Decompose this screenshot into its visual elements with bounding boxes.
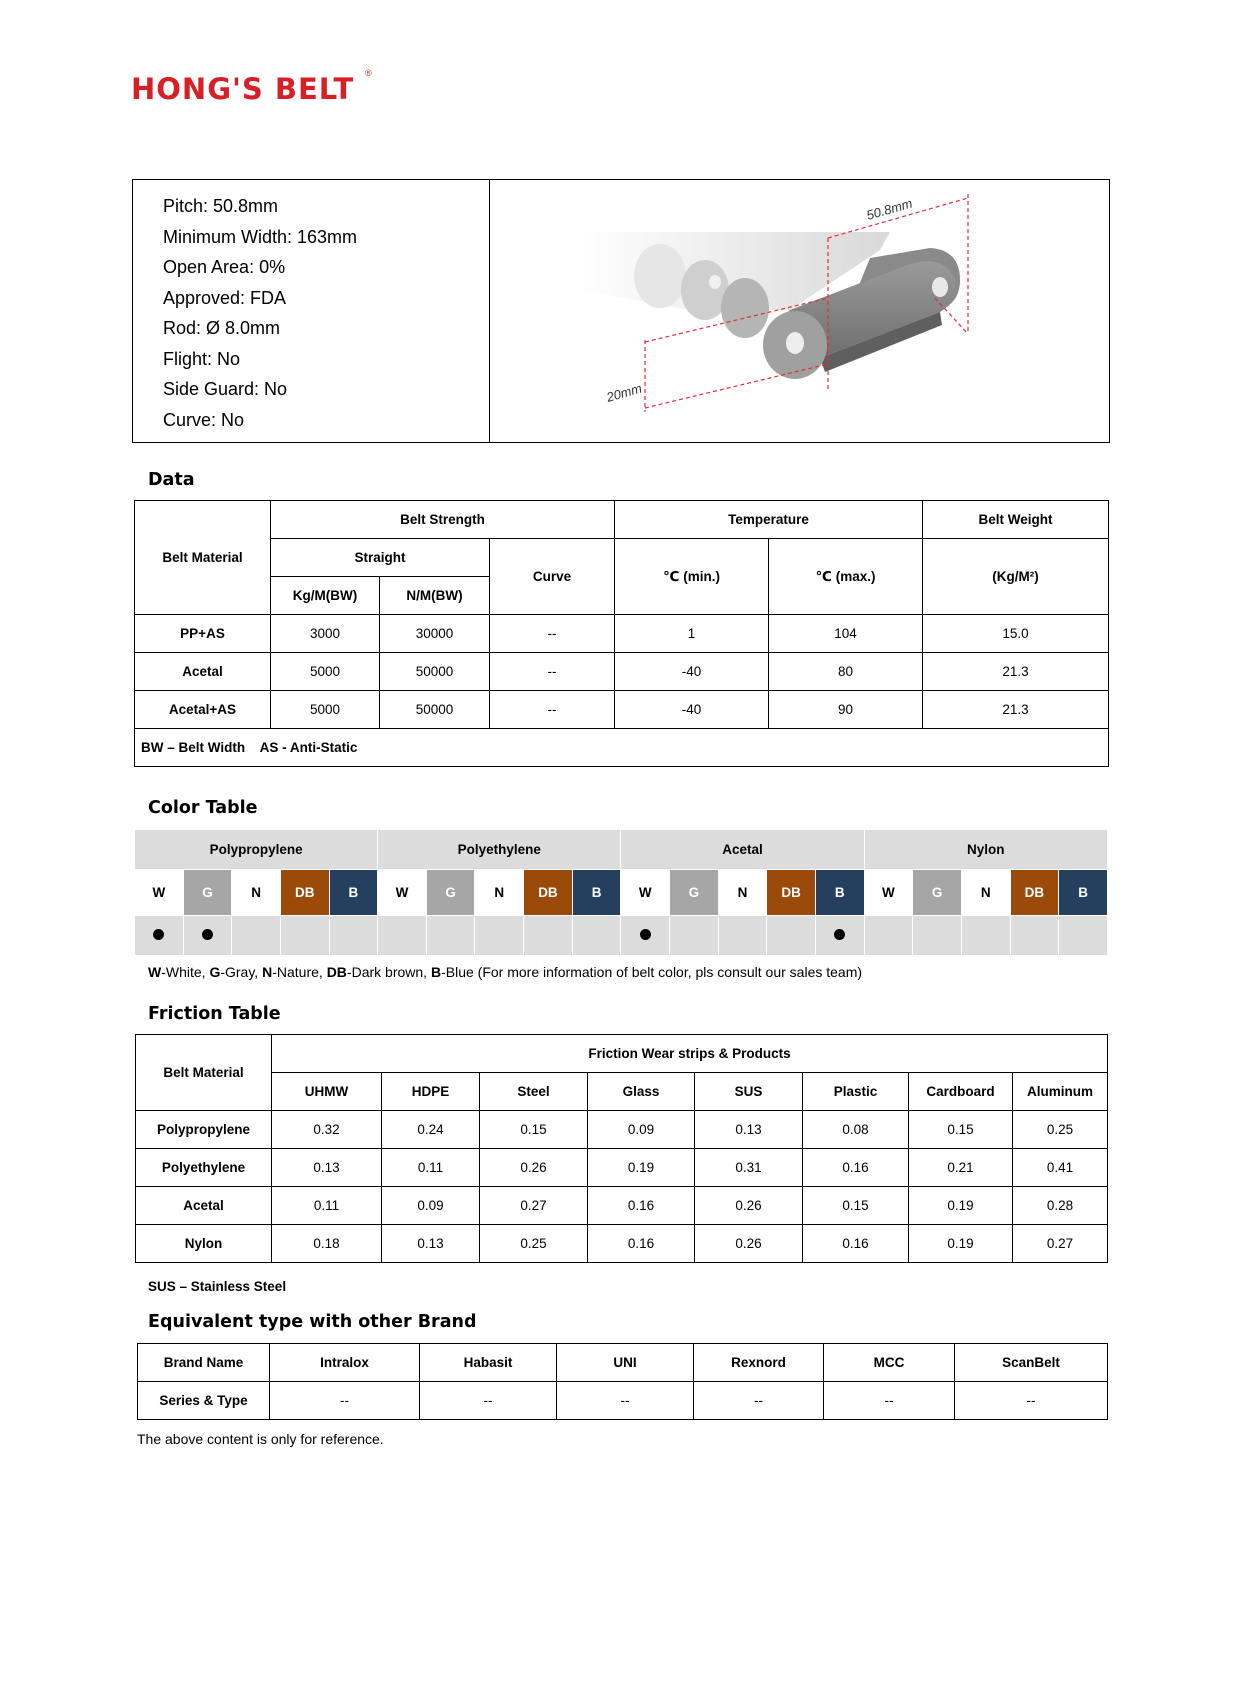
legend-text: -Gray, [220,964,263,980]
friction-column-header: Cardboard [909,1073,1013,1111]
color-code-db: DB [1010,870,1059,916]
color-code-n: N [718,870,767,916]
value-cell: 0.19 [588,1149,695,1187]
legend-text: -Dark brown, [346,964,431,980]
series-cell: -- [694,1382,824,1420]
brand-cell: Habasit [420,1344,557,1382]
legend-code: N [262,964,273,980]
equiv-header-brand: Brand Name [138,1344,270,1382]
data-header-straight: Straight [271,539,490,577]
value-cell: 0.15 [803,1187,909,1225]
data-header-temp-min: ℃ (min.) [615,539,769,615]
availability-cell [426,916,475,956]
value-cell: 0.16 [803,1149,909,1187]
equiv-brand-row [138,1344,1108,1382]
friction-column-row [136,1073,1108,1111]
spec-curve: Curve: No [163,410,245,430]
material-cell: Acetal+AS [135,691,271,729]
spec-flight: Flight: No [163,349,241,369]
availability-cell [718,916,767,956]
spec-box [132,179,1110,443]
friction-column-header: Steel [480,1073,588,1111]
data-header-belt-strength: Belt Strength [271,501,615,539]
color-code-g: G [183,870,232,916]
value-cell: 30000 [380,615,490,653]
value-cell: 21.3 [923,653,1109,691]
value-cell: 0.31 [695,1149,803,1187]
equiv-table [137,1343,1108,1420]
availability-cell [183,916,232,956]
color-table [134,829,1108,956]
value-cell: 21.3 [923,691,1109,729]
value-cell: 3000 [271,615,380,653]
value-cell: 0.13 [272,1149,382,1187]
brand-cell: MCC [824,1344,955,1382]
color-header-acetal: Acetal [621,830,864,870]
dim-pitch-label: 50.8mm [864,195,914,223]
value-cell: 0.25 [480,1225,588,1263]
available-dot-icon [153,929,164,940]
series-cell: -- [270,1382,420,1420]
color-header-polypropylene: Polypropylene [135,830,378,870]
material-cell: PP+AS [135,615,271,653]
value-cell: 0.41 [1013,1149,1108,1187]
friction-footnote: SUS – Stainless Steel [148,1279,287,1294]
color-legend [148,964,862,980]
availability-cell [1059,916,1108,956]
value-cell: 80 [769,653,923,691]
available-dot-icon [834,929,845,940]
available-dot-icon [640,929,651,940]
table-row [136,1149,1108,1187]
value-cell: 1 [615,615,769,653]
value-cell: 0.09 [382,1187,480,1225]
spec-list [133,180,490,442]
value-cell: 0.25 [1013,1111,1108,1149]
color-code-row [135,870,1108,916]
series-cell: -- [824,1382,955,1420]
friction-column-header: SUS [695,1073,803,1111]
table-row [136,1187,1108,1225]
data-header-weight-unit: (Kg/M²) [923,539,1109,615]
value-cell: 0.19 [909,1225,1013,1263]
spec-pitch: Pitch: 50.8mm [163,196,279,216]
value-cell: 0.09 [588,1111,695,1149]
color-code-db: DB [767,870,816,916]
data-header-temperature: Temperature [615,501,923,539]
color-code-db: DB [524,870,573,916]
friction-column-header: Glass [588,1073,695,1111]
color-header-nylon: Nylon [864,830,1107,870]
color-code-w: W [135,870,184,916]
value-cell: 0.16 [588,1225,695,1263]
data-footnote: BW – Belt Width AS - Anti-Static [135,729,1109,767]
color-code-n: N [961,870,1010,916]
value-cell: 0.32 [272,1111,382,1149]
value-cell: 0.15 [909,1111,1013,1149]
brand-cell: Intralox [270,1344,420,1382]
color-code-w: W [864,870,913,916]
friction-table [135,1034,1108,1263]
registered-mark: ® [365,68,372,78]
availability-cell [378,916,427,956]
friction-column-header: Plastic [803,1073,909,1111]
data-header-belt-material: Belt Material [135,501,271,615]
table-row [135,615,1109,653]
value-cell: 0.26 [695,1225,803,1263]
data-header-curve: Curve [490,539,615,615]
color-code-n: N [475,870,524,916]
availability-cell [961,916,1010,956]
legend-code: G [209,964,221,980]
value-cell: 5000 [271,691,380,729]
friction-column-header: HDPE [382,1073,480,1111]
value-cell: 0.16 [803,1225,909,1263]
table-row [136,1225,1108,1263]
value-cell: 0.21 [909,1149,1013,1187]
material-cell: Polyethylene [136,1149,272,1187]
material-cell: Acetal [135,653,271,691]
equiv-series-row [138,1382,1108,1420]
equiv-section-title: Equivalent type with other Brand [148,1312,477,1332]
spec-min-width: Minimum Width: 163mm [163,227,358,247]
availability-cell [280,916,329,956]
data-header-temp-max: ℃ (max.) [769,539,923,615]
value-cell: 0.24 [382,1111,480,1149]
legend-text: -Blue (For more information of belt color, pls consult our sales team) [441,964,863,980]
value-cell: -- [490,615,615,653]
value-cell: -- [490,653,615,691]
dim-height-label: 20mm [604,380,644,405]
spec-open-area: Open Area: 0% [163,257,286,277]
available-dot-icon [202,929,213,940]
friction-column-header: UHMW [272,1073,382,1111]
value-cell: 0.26 [695,1187,803,1225]
value-cell: 0.26 [480,1149,588,1187]
legend-code: B [430,964,442,980]
color-code-b: B [815,870,864,916]
value-cell: 0.11 [382,1149,480,1187]
color-code-n: N [232,870,281,916]
value-cell: 0.19 [909,1187,1013,1225]
value-cell: 50000 [380,691,490,729]
data-header-belt-weight: Belt Weight [923,501,1109,539]
color-code-b: B [572,870,621,916]
legend-text: -White, [161,964,210,980]
value-cell: 0.08 [803,1111,909,1149]
availability-cell [572,916,621,956]
value-cell: 90 [769,691,923,729]
table-row [135,691,1109,729]
value-cell: 0.27 [480,1187,588,1225]
friction-section-title: Friction Table [148,1004,281,1024]
value-cell: -40 [615,691,769,729]
availability-cell [670,916,719,956]
value-cell: 0.11 [272,1187,382,1225]
series-cell: -- [420,1382,557,1420]
series-cell: -- [557,1382,694,1420]
data-header-nm: N/M(BW) [380,577,490,615]
color-code-w: W [621,870,670,916]
value-cell: 15.0 [923,615,1109,653]
brand-cell: Rexnord [694,1344,824,1382]
value-cell: 0.27 [1013,1225,1108,1263]
availability-cell [815,916,864,956]
brand-cell: ScanBelt [955,1344,1108,1382]
availability-cell [913,916,962,956]
color-code-b: B [329,870,378,916]
value-cell: -40 [615,653,769,691]
brand-logo [131,68,372,106]
data-table [134,500,1109,767]
brand-cell: UNI [557,1344,694,1382]
friction-header-group: Friction Wear strips & Products [272,1035,1108,1073]
availability-cell [864,916,913,956]
value-cell: 0.28 [1013,1187,1108,1225]
series-cell: -- [955,1382,1108,1420]
logo-text: HONG'S BELT [131,72,355,106]
value-cell: -- [490,691,615,729]
belt-module-diagram [490,180,1109,442]
friction-column-header: Aluminum [1013,1073,1108,1111]
color-availability-row [135,916,1108,956]
availability-cell [232,916,281,956]
value-cell: 0.16 [588,1187,695,1225]
availability-cell [1010,916,1059,956]
availability-cell [475,916,524,956]
material-cell: Nylon [136,1225,272,1263]
data-section-title: Data [148,470,195,490]
availability-cell [621,916,670,956]
color-code-g: G [426,870,475,916]
spec-approved: Approved: FDA [163,288,287,308]
legend-code: DB [326,964,347,980]
value-cell: 104 [769,615,923,653]
equiv-header-series: Series & Type [138,1382,270,1420]
value-cell: 0.15 [480,1111,588,1149]
material-cell: Polypropylene [136,1111,272,1149]
availability-cell [135,916,184,956]
color-header-polyethylene: Polyethylene [378,830,621,870]
value-cell: 0.13 [695,1111,803,1149]
spec-side-guard: Side Guard: No [163,379,288,399]
table-row [135,653,1109,691]
color-code-g: G [670,870,719,916]
value-cell: 0.13 [382,1225,480,1263]
value-cell: 5000 [271,653,380,691]
availability-cell [524,916,573,956]
legend-text: -Nature, [272,964,327,980]
legend-code: W [148,964,162,980]
availability-cell [329,916,378,956]
color-code-b: B [1059,870,1108,916]
color-code-g: G [913,870,962,916]
color-section-title: Color Table [148,798,258,818]
disclaimer: The above content is only for reference. [137,1431,384,1447]
value-cell: 0.18 [272,1225,382,1263]
friction-header-belt-material: Belt Material [136,1035,272,1111]
value-cell: 50000 [380,653,490,691]
availability-cell [767,916,816,956]
color-code-db: DB [280,870,329,916]
color-code-w: W [378,870,427,916]
material-cell: Acetal [136,1187,272,1225]
table-row [136,1111,1108,1149]
data-header-kgm: Kg/M(BW) [271,577,380,615]
spec-rod: Rod: Ø 8.0mm [163,318,281,338]
friction-body [136,1111,1108,1263]
